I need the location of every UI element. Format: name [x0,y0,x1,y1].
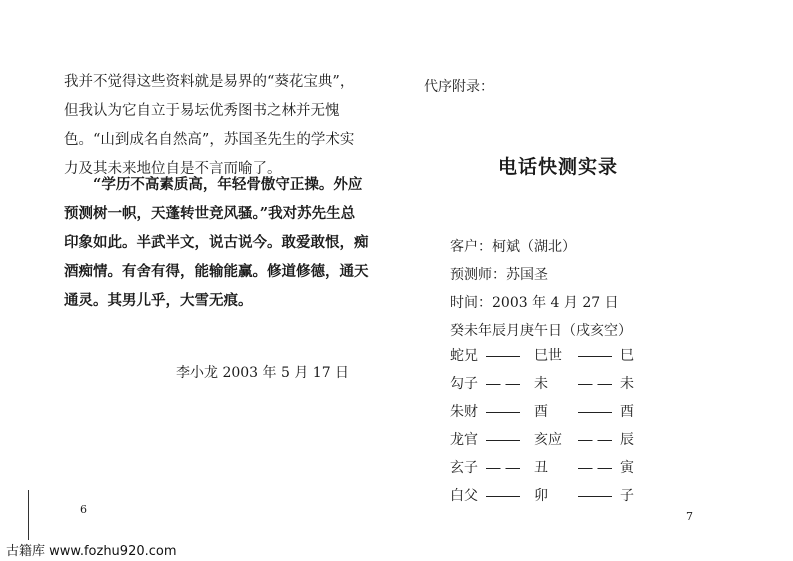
paragraph-1 [64,68,364,184]
yang-line-mark [486,440,520,441]
client-line: 客户：柯斌（湖北） [450,239,576,255]
changed-branch-label: 子 [620,488,634,504]
text-line: 但我认为它自立于易坛优秀图书之林并无愧 [64,103,340,119]
page-number-left: 6 [80,503,87,516]
yin-line-mark [486,384,520,385]
yang-line-mark [578,412,612,413]
branch-label: 丑 [534,460,548,476]
yin-line-mark [578,384,612,385]
ganzhi-line: 癸未年辰月庚午日（戌亥空） [450,323,632,339]
yin-line-mark [578,440,612,441]
changed-branch-label: 寅 [620,460,634,476]
yang-line-mark [486,412,520,413]
yang-line-mark [486,356,520,357]
page-title: 电话快测实录 [498,156,619,178]
branch-label: 卯 [534,488,548,504]
signature-date: 李小龙 2003 年 5 月 17 日 [176,365,350,381]
yin-line-mark [578,468,612,469]
branch-label: 巳世 [534,348,562,364]
predictor-line: 预测师：苏国圣 [450,267,548,283]
text-line: 色。“山到成名自然高”，苏国圣先生的学术实 [64,132,355,148]
yang-line-mark [578,356,612,357]
text-line: 酒痴情。有舍有得，能输能赢。修道修德，通天 [64,263,369,280]
branch-label: 亥应 [534,432,562,448]
text-line: 我并不觉得这些资料就是易界的“葵花宝典”， [64,74,355,90]
appendix-heading: 代序附录： [424,79,494,95]
time-line: 时间：2003 年 4 月 27 日 [450,295,619,311]
margin-rule [28,490,29,540]
text-line: “学历不高素质高，年轻骨傲守正操。外应 [93,176,363,193]
text-line: 印象如此。半武半文，说古说今。敢爱敢恨，痴 [64,234,369,251]
branch-label: 未 [534,376,548,392]
text-line: 通灵。其男儿乎，大雪无痕。 [64,292,253,309]
six-spirit-label: 朱财 [450,404,478,420]
changed-branch-label: 酉 [620,404,634,420]
six-spirit-label: 勾子 [450,376,478,392]
six-spirit-label: 龙官 [450,432,478,448]
changed-branch-label: 未 [620,376,634,392]
changed-branch-label: 巳 [620,348,634,364]
yang-line-mark [486,496,520,497]
branch-label: 酉 [534,404,548,420]
changed-branch-label: 辰 [620,432,634,448]
six-spirit-label: 玄子 [450,460,478,476]
six-spirit-label: 蛇兄 [450,348,478,364]
yin-line-mark [486,468,520,469]
paragraph-2 [64,170,369,315]
left-page [0,0,396,561]
watermark: 古籍库 www.fozhu920.com [6,544,177,559]
six-spirit-label: 白父 [450,488,478,504]
yang-line-mark [578,496,612,497]
text-line: 预测树一帜，天蓬转世竞风骚。”我对苏先生总 [64,205,356,222]
text-line: 力及其未来地位自是不言而喻了。 [64,161,282,177]
page-number-right: 7 [686,510,693,523]
